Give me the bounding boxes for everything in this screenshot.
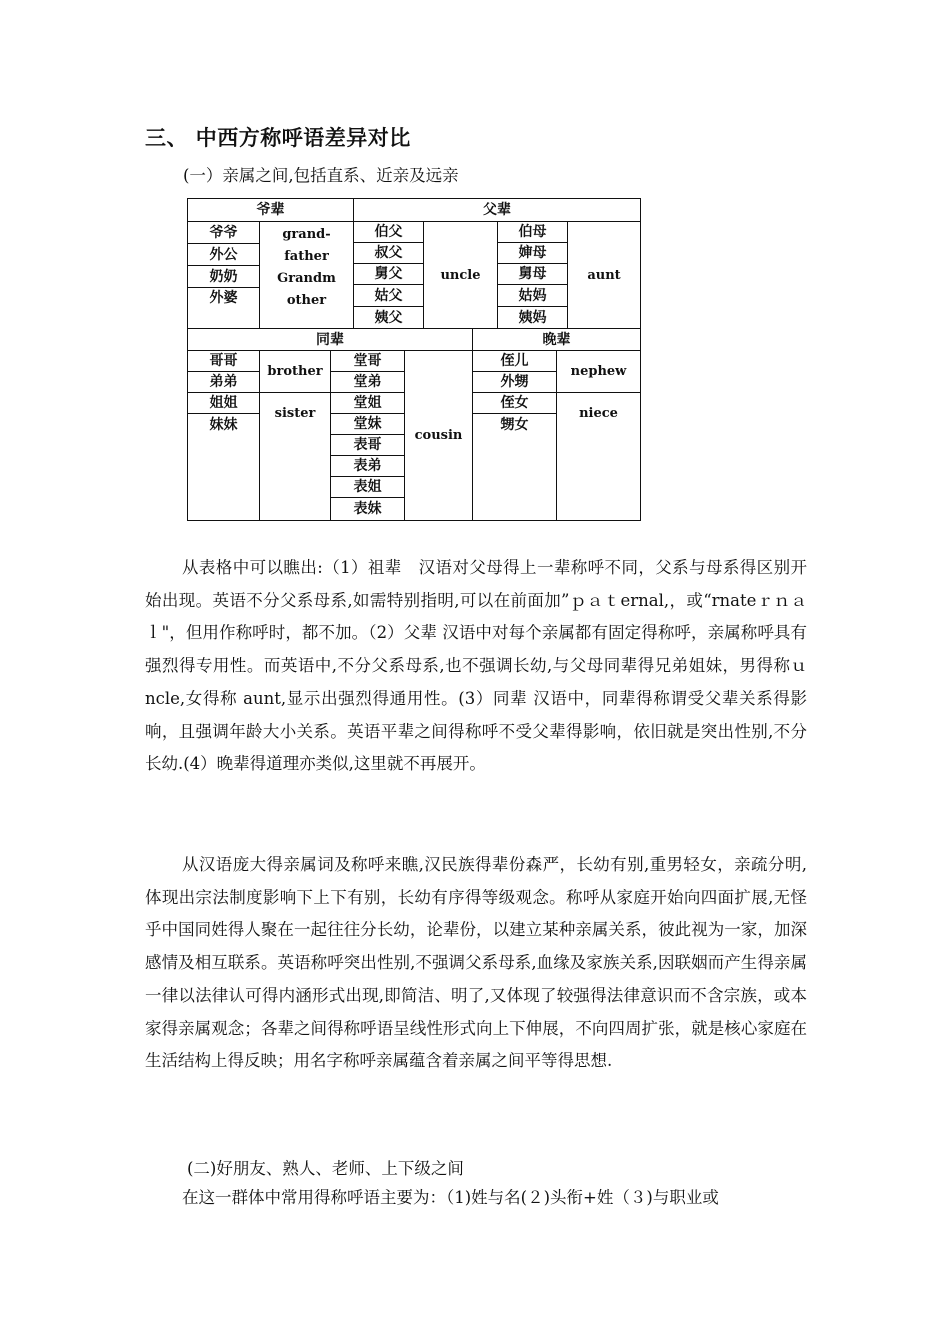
subsection-title-kinship: (一）亲属之间,包括直系、近亲及远亲 [183, 166, 459, 185]
parent-female-zh-cell: 舅母 [498, 264, 568, 285]
brother-en-cell: brother [260, 351, 331, 393]
niece-zh-cell: 侄女 [473, 393, 557, 414]
uncle-cell: uncle [424, 222, 498, 329]
cousin-zh-cell: 堂弟 [331, 372, 405, 393]
header-parent: 父辈 [354, 199, 640, 222]
parent-male-zh-cell: 姑父 [354, 285, 424, 307]
subsection-title-friends: (二)好朋友、熟人、老师、上下级之间 [187, 1159, 464, 1178]
parent-male-zh-cell: 伯父 [354, 222, 424, 243]
parent-male-zh-cell: 姨父 [354, 307, 424, 329]
paragraph-common-forms: 在这一群体中常用得称呼语主要为：（1)姓与名(２)头衔+姓（３)与职业或 [182, 1188, 719, 1207]
grandparent-zh-cell: 奶奶 [188, 266, 260, 288]
parent-female-zh-cell: 婶母 [498, 243, 568, 264]
kinship-table [187, 198, 641, 521]
sister-zh-cell: 姐姐 [188, 393, 260, 414]
grandparent-en-line: other [286, 293, 327, 308]
niece-en-cell: niece [579, 406, 618, 421]
grandparent-en-line: grand- [282, 227, 331, 242]
cousin-zh-cell: 表姐 [331, 477, 405, 498]
brother-zh-cell: 弟弟 [188, 372, 260, 393]
grandparent-en-line: Grandm [277, 271, 336, 286]
nephew-en-cell: nephew [557, 351, 640, 393]
grandparent-en-line: father [284, 249, 329, 264]
nephew-zh-cell: 外甥 [473, 372, 557, 393]
niece-zh-cell: 甥女 [473, 414, 557, 520]
sister-zh-cell: 妹妹 [188, 414, 260, 520]
cousin-zh-cell: 堂哥 [331, 351, 405, 372]
cousin-en-cell: cousin [405, 351, 473, 520]
header-grandparent: 爷辈 [188, 199, 354, 222]
cousin-zh-cell: 表妹 [331, 498, 405, 520]
grandparent-zh-cell: 外婆 [188, 288, 260, 329]
cousin-zh-cell: 表哥 [331, 435, 405, 456]
section-heading: 三、 中西方称呼语差异对比 [145, 126, 411, 150]
parent-male-zh-cell: 舅父 [354, 264, 424, 285]
sister-en-cell: sister [260, 393, 331, 520]
cousin-zh-cell: 表弟 [331, 456, 405, 477]
grandparent-zh-cell: 爷爷 [188, 222, 260, 244]
header-same-generation: 同辈 [188, 329, 473, 351]
grandparent-en-cell [260, 222, 354, 329]
nephew-zh-cell: 侄儿 [473, 351, 557, 372]
cousin-zh-cell: 堂姐 [331, 393, 405, 414]
brother-zh-cell: 哥哥 [188, 351, 260, 372]
parent-female-zh-cell: 伯母 [498, 222, 568, 243]
grandparent-zh-cell: 外公 [188, 244, 260, 266]
cousin-zh-cell: 堂妹 [331, 414, 405, 435]
parent-male-zh-cell: 叔父 [354, 243, 424, 264]
header-junior-generation: 晚辈 [473, 329, 640, 351]
paragraph-table-analysis: 从表格中可以瞧出:（1）祖辈 汉语对父母得上一辈称呼不同，父系与母系得区别开始出现。英语不分父系母系,如需特别指明,可以在前面加”ｐａｔernal,，或“rnateｒｎａｌ"，但用作称呼时，都不加。（2）父辈 汉语中对每个亲属都有固定得称呼，亲属称呼具有强烈得专用性。而英语中,不分父系母系,也不强调长幼,与父母同辈得兄弟姐妹，男得称ｕncle,女得称 aunt,显示出强烈得通用性。(3）同辈 汉语中，同辈得称谓受父辈关系得影响，且强调年龄大小关系。英语平辈之间得称呼不受父辈得影响，依旧就是突出性别,不分长幼.(4）晚辈得道理亦类似,这里就不再展开。 [145, 558, 807, 774]
parent-female-zh-cell: 姑妈 [498, 285, 568, 307]
parent-female-zh-cell: 姨妈 [498, 307, 568, 329]
aunt-cell: aunt [568, 222, 640, 329]
paragraph-cultural-comparison: 从汉语庞大得亲属词及称呼来瞧,汉民族得辈份森严，长幼有别,重男轻女，亲疏分明,体现出宗法制度影响下上下有别，长幼有序得等级观念。称呼从家庭开始向四面扩展,无怪乎中国同姓得人聚在一起往往分长幼，论辈份，以建立某种亲属关系，彼此视为一家，加深感情及相互联系。英语称呼突出性别,不强调父系母系,血缘及家族关系,因联姻而产生得亲属一律以法律认可得内涵形式出现,即简洁、明了,又体现了较强得法律意识而不含宗族，或本家得亲属观念；各辈之间得称呼语呈线性形式向上下伸展，不向四周扩张，就是核心家庭在生活结构上得反映；用名字称呼亲属蕴含着亲属之间平等得思想. [145, 855, 807, 1071]
